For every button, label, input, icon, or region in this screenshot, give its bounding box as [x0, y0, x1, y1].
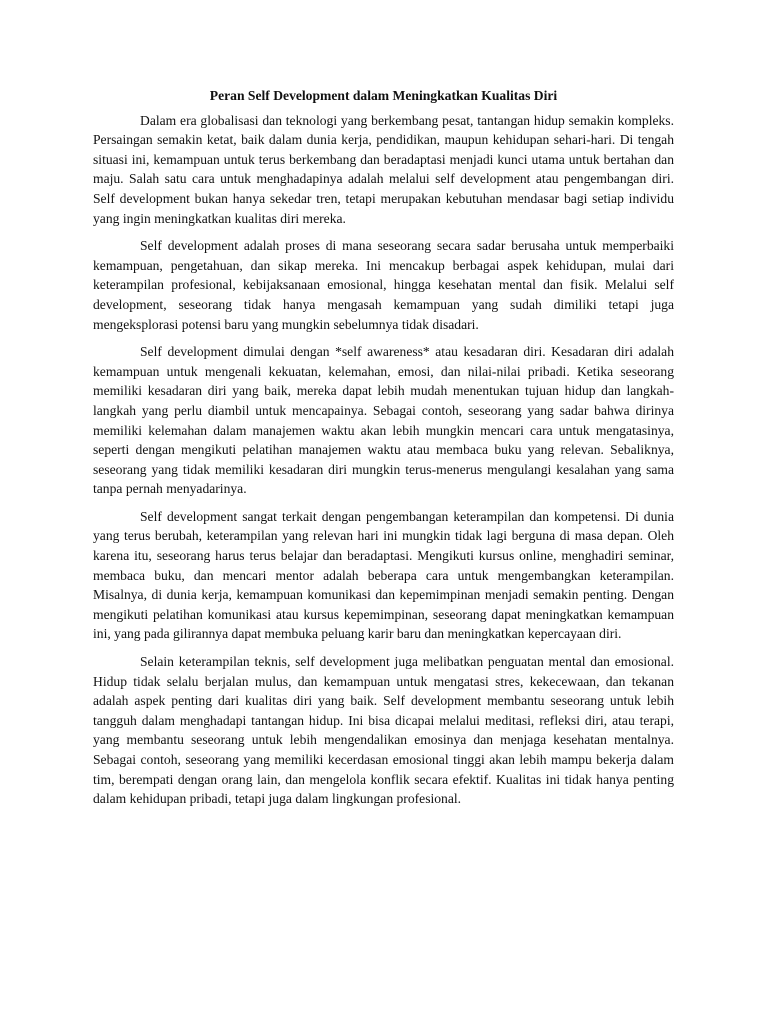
document-title: Peran Self Development dalam Meningkatkan Kualitas Diri: [209, 88, 558, 103]
paragraph-4: Self development sangat terkait dengan pengembangan keterampilan dan kompetensi. Di dunia yang terus berubah, keterampilan yang relevan hari ini mungkin tidak lagi berguna di masa depan. Oleh karena itu, seseorang harus terus belajar dan beradaptasi. Mengikuti kursus online, menghadiri seminar, membaca buku, dan mencari mentor adalah beberapa cara untuk mengembangkan keterampilan. Misalnya, di dunia kerja, kemampuan komunikasi dan kepemimpinan menjadi semakin penting. Dengan mengikuti pelatihan komunikasi atau kursus kepemimpinan, seseorang dapat meningkatkan kemampuan ini, yang pada gilirannya dapat membuka peluang karir baru dan meningkatkan kepercayaan diri.: [93, 508, 674, 642]
paragraph-5: Selain keterampilan teknis, self development juga melibatkan penguatan mental dan emosional. Hidup tidak selalu berjalan mulus, dan kemampuan untuk mengatasi stres, kekecewaan, dan tekanan adalah aspek penting dari kualitas diri yang baik. Self development membantu seseorang untuk lebih tangguh dalam menghadapi tantangan hidup. Ini bisa dicapai melalui meditasi, refleksi diri, atau terapi, yang membantu seseorang untuk lebih mengendalikan emosinya dan menjaga kesehatan mentalnya. Sebagai contoh, seseorang yang memiliki kecerdasan emosional tinggi akan lebih mampu bekerja dalam tim, berempati dengan orang lain, dan mengelola konflik secara efektif. Kualitas ini tidak hanya penting dalam kehidupan pribadi, tetapi juga dalam lingkungan profesional.: [93, 654, 674, 807]
paragraph-1: Dalam era globalisasi dan teknologi yang berkembang pesat, tantangan hidup semakin kompleks. Persaingan semakin ketat, baik dalam dunia kerja, pendidikan, maupun kehidupan sehari-hari. Di tengah situasi ini, kemampuan untuk terus berkembang dan beradaptasi menjadi kunci utama untuk bertahan dan maju. Salah satu cara untuk menghadapinya adalah melalui self development atau pengembangan diri. Self development bukan hanya sekedar tren, tetapi merupakan kebutuhan mendasar bagi setiap individu yang ingin meningkatkan kualitas diri mereka.: [93, 112, 674, 226]
paragraph-2: Self development adalah proses di mana seseorang secara sadar berusaha untuk memperbaiki kemampuan, pengetahuan, dan sikap mereka. Ini mencakup berbagai aspek kehidupan, mulai dari keterampilan profesional, kebijaksanaan emosional, hingga kesehatan mental dan fisik. Melalui self development, seseorang tidak hanya mengasah kemampuan yang sudah dimiliki tetapi juga mengeksplorasi potensi baru yang mungkin sebelumnya tidak disadari.: [93, 238, 674, 332]
document-body: [93, 86, 674, 817]
paragraph-3: Self development dimulai dengan *self awareness* atau kesadaran diri. Kesadaran diri adalah kemampuan untuk mengenali kekuatan, kelemahan, emosi, dan nilai-nilai pribadi. Ketika seseorang memiliki kesadaran diri yang baik, mereka dapat lebih mudah menentukan tujuan hidup dan langkah-langkah yang perlu diambil untuk mencapainya. Sebagai contoh, seseorang yang sadar bahwa dirinya memiliki kelemahan dalam manajemen waktu akan lebih mungkin mencari cara untuk mengatasinya, seperti dengan mengikuti pelatihan manajemen waktu atau membaca buku yang relevan. Sebaliknya, seseorang yang tidak memiliki kesadaran diri mungkin terus-menerus mengulangi kesalahan yang sama tanpa pernah menyadarinya.: [93, 344, 674, 497]
